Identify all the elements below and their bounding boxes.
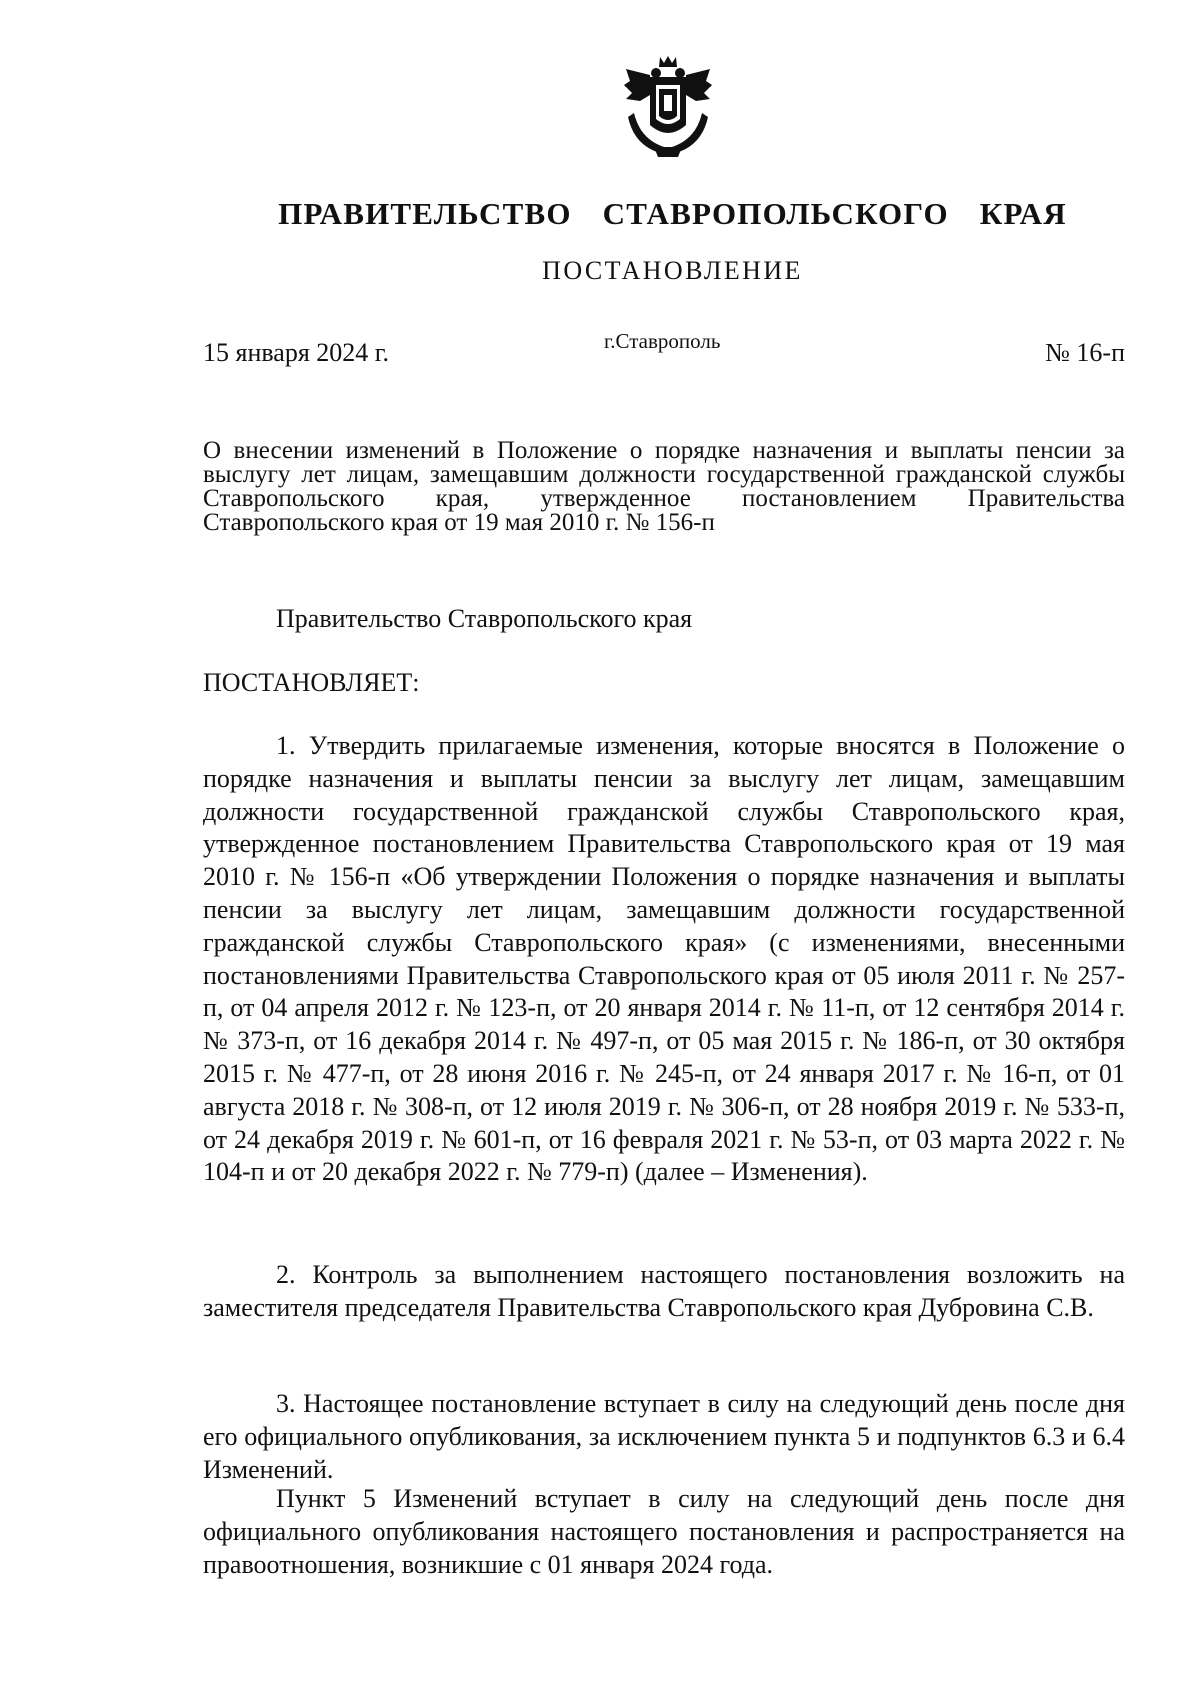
document-type: ПОСТАНОВЛЕНИЕ bbox=[542, 256, 803, 285]
decree-word: ПОСТАНОВЛЯЕТ: bbox=[203, 668, 420, 697]
paragraph-4: Пункт 5 Изменений вступает в силу на следующий день после дня официального опубликования настоящего постановления и распространяется на правоотношения, возникшие с 01 января 2024 года. bbox=[203, 1484, 1125, 1579]
document-number: № 16-п bbox=[1045, 338, 1125, 367]
stavropol-coat-of-arms-icon bbox=[620, 55, 716, 159]
paragraph-1: 1. Утвердить прилагаемые изменения, которые вносятся в Положение о порядке назначения и выплаты пенсии за выслугу лет лицам, замещавшим должности государственной гражданской службы Ставропольского края, утвержденное постановлением Правительства Ставропольского края от 19 мая 2010 г. № 156-п «Об утверждении Положения о порядке назначения и выплаты пенсии за выслугу лет лицам, замещавшим должности государственной гражданской службы Ставропольского края» (с изменениями, внесенными постановлениями Правительства Ставропольского края от 05 июля 2011 г. № 257-п, от 04 апреля 2012 г. № 123-п, от 20 января 2014 г. № 11-п, от 12 сентября 2014 г. № 373-п, от 16 декабря 2014 г. № 497-п, от 05 мая 2015 г. № 186-п, от 30 октября 2015 г. № 477-п, от 28 июня 2016 г. № 245-п, от 24 января 2017 г. № 16-п, от 01 августа 2018 г. № 308-п, от 12 июля 2019 г. № 306-п, от 28 ноября 2019 г. № 533-п, от 24 декабря 2019 г. № 601-п, от 16 февраля 2021 г. № 53-п, от 03 марта 2022 г. № 104-п и от 20 декабря 2022 г. № 779-п) (далее – Изменения). bbox=[203, 731, 1125, 1187]
paragraph-3: 3. Настоящее постановление вступает в силу на следующий день после дня его официального опубликования, за исключением пункта 5 и подпунктов 6.3 и 6.4 Изменений. bbox=[203, 1389, 1125, 1484]
document-subject: О внесении изменений в Положение о порядке назначения и выплаты пенсии за выслугу лет лицам, замещавшим должности государственной гражданской службы Ставропольского края, утвержденное постановлением Правительства Ставропольского края от 19 мая 2010 г. № 156-п bbox=[203, 437, 1125, 536]
document-city: г.Ставрополь bbox=[604, 329, 721, 353]
government-title: ПРАВИТЕЛЬСТВО СТАВРОПОЛЬСКОГО КРАЯ bbox=[278, 196, 1067, 231]
paragraph-2: 2. Контроль за выполнением настоящего постановления возложить на заместителя председателя Правительства Ставропольского края Дубровина С.В. bbox=[203, 1260, 1125, 1322]
government-line: Правительство Ставропольского края bbox=[276, 604, 693, 633]
document-date: 15 января 2024 г. bbox=[203, 338, 390, 367]
